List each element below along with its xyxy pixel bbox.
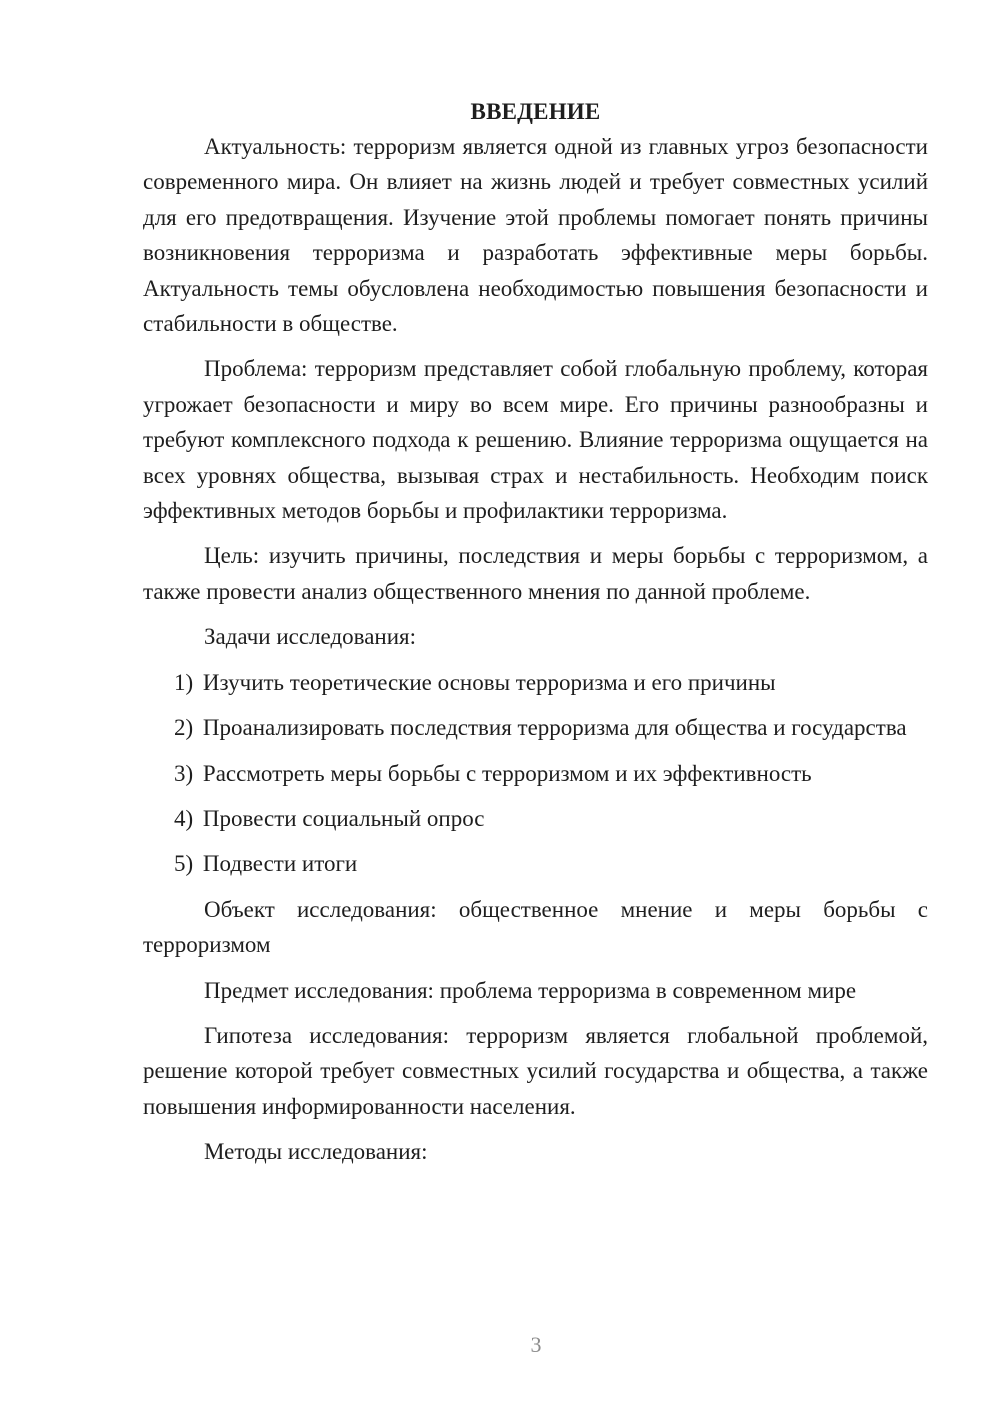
task-number: 3) [174,760,194,786]
task-number: 5) [174,851,194,877]
paragraph-problem: Проблема: терроризм представляет собой глобальную проблему, которая угрожает безопасности и миру во всем мире. Его причины разнообразны и требуют комплексного подхода к решению. Влияние терроризма ощущается на всех уровнях общества, вызывая страх и нестабильность. Необходим поиск эффективных методов борьбы и профилактики терроризма. [143,356,928,524]
paragraph-goal: Цель: изучить причины, последствия и меры борьбы с терроризмом, а также провести анализ общественного мнения по данной проблеме. [143,543,928,604]
tasks-heading: Задачи исследования: [204,624,417,650]
page-title: ВВЕДЕНИЕ [470,99,601,124]
task-text: Изучить теоретические основы терроризма и его причины [202,669,776,695]
page-number: 3 [530,1332,542,1357]
task-number: 2) [174,715,194,741]
paragraph-hypothesis: Гипотеза исследования: терроризм является глобальной проблемой, решение которой требует совместных усилий государства и общества, а также повышения информированности населения. [143,1022,928,1119]
task-item [143,846,928,881]
task-text: Проанализировать последствия терроризма для общества и государства [202,715,907,741]
paragraph-subject: Предмет исследования: проблема терроризма в современном мире [204,977,857,1003]
task-text: Рассмотреть меры борьбы с терроризмом и их эффективность [202,760,812,786]
task-item [143,665,928,700]
task-item [143,710,928,745]
task-text: Провести социальный опрос [202,805,485,831]
task-item [143,756,928,791]
task-text: Подвести итоги [202,851,358,877]
paragraph-relevance: Актуальность: терроризм является одной из главных угроз безопасности современного мира. Он влияет на жизнь людей и требует совместных усилий для его предотвращения. Изучение этой проблемы помогает понять причины возникновения терроризма и разработать эффективные меры борьбы. Актуальность темы обусловлена необходимостью повышения безопасности и стабильности в обществе. [143,134,928,337]
paragraph-object: Объект исследования: общественное мнение и меры борьбы с терроризмом [143,896,928,958]
task-number: 1) [174,669,194,695]
task-number: 4) [174,805,194,831]
page-body [143,94,928,1170]
methods-heading: Методы исследования: [204,1139,428,1165]
task-item [143,801,928,836]
